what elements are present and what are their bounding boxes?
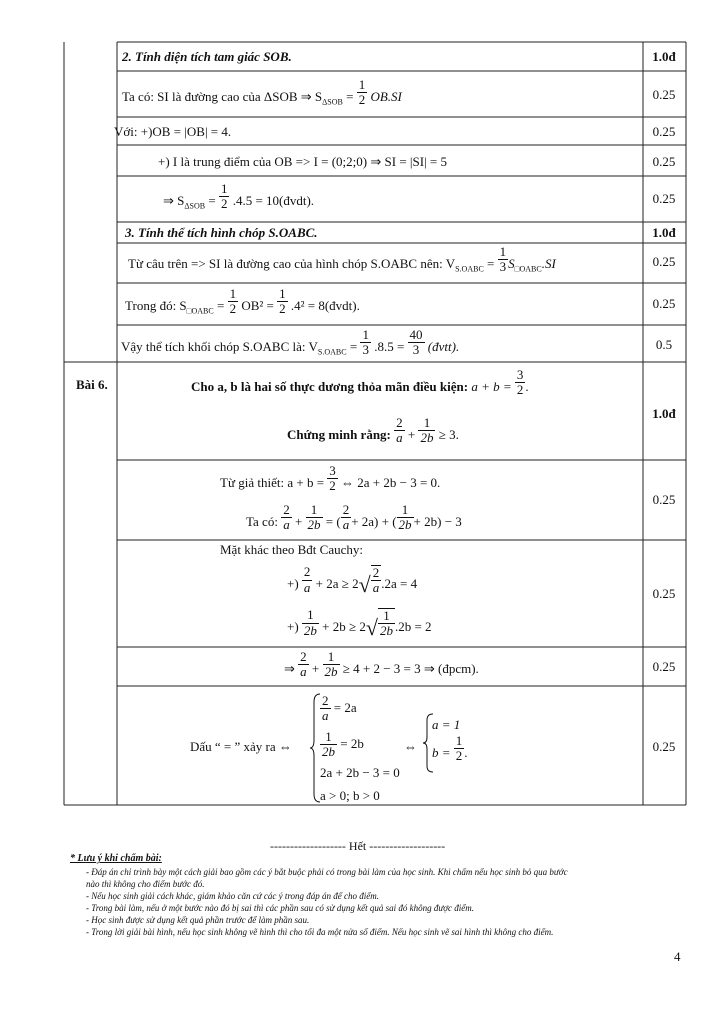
note-6: - Trong lời giải bài hình, nếu học sinh không vẽ hình thì cho tối đa một nửa số điểm. Nếu học sinh vẽ sai hình thì không cho điểm. <box>86 927 554 937</box>
system-eq2: $\frac{1}{2b}$ = 2b <box>322 729 364 760</box>
bai6-prompt: Cho a, b là hai số thực dương thỏa mãn điều kiện: a + b = $\frac{3}{2}$ . <box>191 367 529 398</box>
bai6-step2: Ta có: $\frac{2}{a}$ + $\frac{1}{2b}$ = ( $\frac{2}{a}$ + 2a) + ( $\frac{1}{2b}$ + 2b) − 3 <box>246 502 462 533</box>
part2-score-title: 1.0đ <box>652 49 676 64</box>
part2-score1: 0.25 <box>652 87 676 102</box>
note-4: - Trong bài làm, nếu ở một bước nào đó bị sai thì các phần sau có sử dụng kết quả sai đó không được điểm. <box>86 903 475 913</box>
part3-line1: Từ câu trên => SI là đường cao của hình chóp S.OABC nên: $V_{S.OABC}$ = $\frac{1}{3}$ $S_{□OABC}.SI$ <box>128 244 556 275</box>
bai6-cauchy2: +) $\frac{1}{2b}$ + 2b ≥ 2√ $\frac{1}{2b}$ .2b = 2 <box>287 607 432 640</box>
bai6-equality-label: Dấu “ = ” xảy ra ⇔ <box>190 739 292 754</box>
part2-title: 2. Tính diện tích tam giác SOB. <box>122 49 292 64</box>
note-3: - Nếu học sinh giải cách khác, giám khảo căn cứ các ý trong đáp án để cho điểm. <box>86 891 380 901</box>
bai6-cauchy: Mặt khác theo Bđt Cauchy: <box>220 542 363 557</box>
bai6-label: Bài 6. <box>76 377 108 392</box>
part2-score2: 0.25 <box>652 124 676 139</box>
system-eq3: 2a + 2b − 3 = 0 <box>320 765 400 780</box>
note-5: - Học sinh được sử dụng kết quả phần trước để làm phần sau. <box>86 915 310 925</box>
system-eq4: a > 0; b > 0 <box>320 788 380 803</box>
bai6-result: ⇒ $\frac{2}{a}$ + $\frac{1}{2b}$ ≥ 4 + 2 − 3 = 3 ⇒ (đpcm). <box>284 649 479 680</box>
end-marker: ------------------- Hết ------------------- <box>270 839 446 853</box>
part3-score-title: 1.0đ <box>652 225 676 240</box>
part2-line2: Với: +)OB = |OB| = 4. <box>114 124 232 139</box>
part3-score3: 0.5 <box>655 337 673 352</box>
equiv-symbol: ⇔ <box>404 739 417 754</box>
result-a: a = 1 <box>432 717 461 732</box>
bai6-score4: 0.25 <box>652 739 676 754</box>
part3-line2: Trong đó: $S_{□OABC}$ = $\frac{1}{2}$ OB² = $\frac{1}{2}$ .4² = 8(đvdt). <box>125 286 360 317</box>
bai6-cauchy1: +) $\frac{2}{a}$ + 2a ≥ 2√ $\frac{2}{a}$ .2a = 4 <box>287 564 418 597</box>
note-1: - Đáp án chỉ trình bày một cách giải bao gồm các ý bắt buộc phải có trong bài làm của học sinh. Khi chấm nếu học sinh bỏ qua bước <box>86 867 568 877</box>
system-eq1: $\frac{2}{a}$ = 2a <box>322 693 357 724</box>
part3-line3: Vậy thể tích khối chóp S.OABC là: $V_{S.OABC}$ = $\frac{1}{3}$ .8.5 = $\frac{40}{3}$ (đvtt). <box>121 327 460 358</box>
part3-score1: 0.25 <box>652 254 676 269</box>
bai6-score3: 0.25 <box>652 659 676 674</box>
part2-line3: +) I là trung điểm của OB => I = (0;2;0) ⇒ SI = |SI| = 5 <box>158 154 447 169</box>
part2-score4: 0.25 <box>652 191 676 206</box>
part2-score3: 0.25 <box>652 154 676 169</box>
part3-score2: 0.25 <box>652 296 676 311</box>
part3-title: 3. Tính thể tích hình chóp S.OABC. <box>125 225 318 240</box>
bai6-prove: Chứng minh rằng: $\frac{2}{a}$ + $\frac{1}{2b}$ ≥ 3. <box>287 415 459 446</box>
bai6-score2: 0.25 <box>652 586 676 601</box>
bai6-score-title: 1.0đ <box>652 406 676 421</box>
note-2: nào thì không cho điểm bước đó. <box>86 879 205 889</box>
part2-line4: ⇒ $S_{\Delta SOB}$ = $\frac{1}{2}$ .4.5 = 10(đvdt). <box>163 181 315 212</box>
page-number: 4 <box>674 949 681 964</box>
result-b: b = $\frac{1}{2}$ . <box>432 733 468 764</box>
part2-line1: Ta có: SI là đường cao của ΔSOB ⇒ $S_{\Delta SOB}$ = $\frac{1}{2}$ OB.SI <box>122 77 402 108</box>
bai6-step1: Từ giả thiết: a + b = $\frac{3}{2}$ ⇔ 2a + 2b − 3 = 0. <box>220 463 441 494</box>
note-title: * Lưu ý khi chấm bài: <box>70 853 162 864</box>
bai6-score1: 0.25 <box>652 492 676 507</box>
